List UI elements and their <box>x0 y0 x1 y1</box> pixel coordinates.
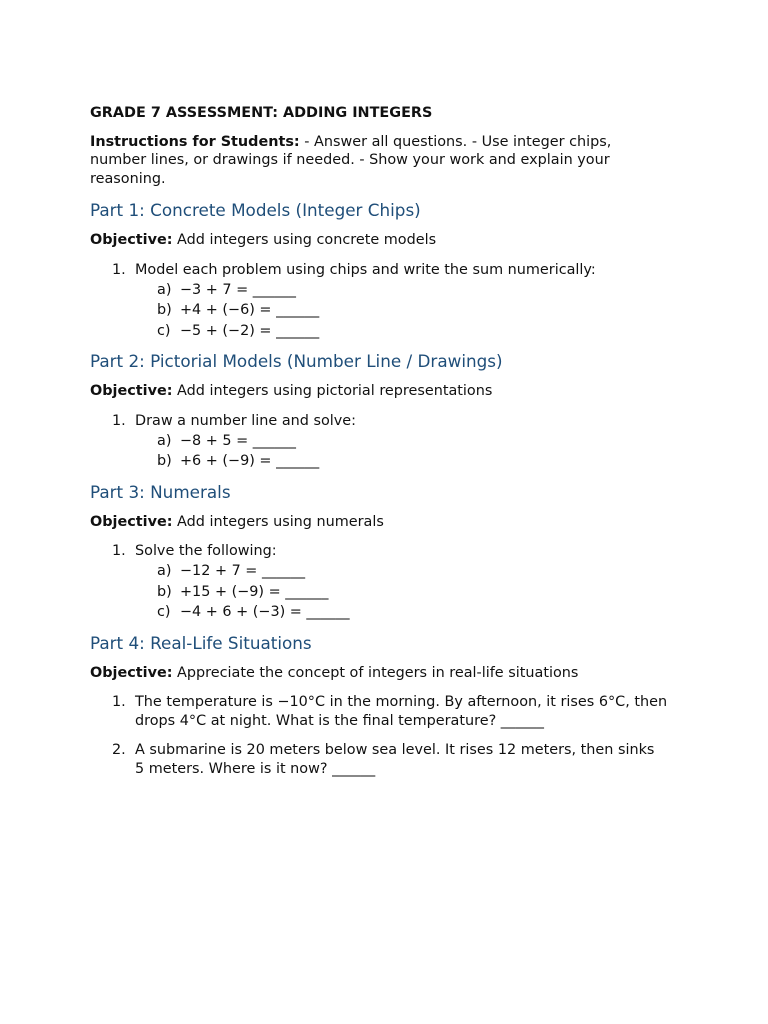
part-4-heading: Part 4: Real-Life Situations <box>90 632 312 653</box>
sub-question-text: −8 + 5 = ______ <box>180 432 296 449</box>
sub-question <box>135 583 668 602</box>
question-number: 1. <box>112 412 126 429</box>
sub-question-text: −3 + 7 = ______ <box>180 281 296 298</box>
objective-label: Objective: <box>90 513 173 530</box>
objective-text: Add integers using numerals <box>172 513 384 530</box>
question-number: 1. <box>112 261 126 278</box>
objective-text: Add integers using concrete models <box>172 232 437 248</box>
sub-question <box>135 432 668 451</box>
sub-question <box>135 603 668 622</box>
sub-question-text: +6 + (−9) = ______ <box>180 453 320 469</box>
question-item <box>90 412 668 471</box>
question-text: Model each problem using chips and write the sum numerically: <box>135 261 596 278</box>
question-text: A submarine is 20 meters below sea level. It rises 12 meters, then sinks 5 meters. Where is it now? ______ <box>135 742 655 777</box>
sub-question-text: +4 + (−6) = ______ <box>180 302 320 318</box>
sub-question <box>135 301 668 320</box>
question-text: Solve the following: <box>135 543 277 559</box>
sub-question-letter: a) <box>157 281 172 298</box>
sub-question-letter: a) <box>157 563 172 579</box>
objective-text: Appreciate the concept of integers in real-life situations <box>172 664 579 681</box>
part-1-section <box>90 200 668 340</box>
document-title: GRADE 7 ASSESSMENT: ADDING INTEGERS <box>90 105 433 121</box>
sub-question-text: −5 + (−2) = ______ <box>180 322 320 339</box>
question-text: The temperature is −10°C in the morning. By afternoon, it rises 6°C, then drops 4°C at night. What is the final temperature? ______ <box>135 694 668 729</box>
sub-question-letter: a) <box>157 432 172 449</box>
part-3-section <box>90 482 668 622</box>
instructions-paragraph <box>90 133 668 189</box>
part-2-questions <box>90 412 668 471</box>
question-text: Draw a number line and solve: <box>135 412 357 429</box>
sub-question-letter: c) <box>157 604 171 620</box>
part-1-questions <box>90 261 668 341</box>
question-number: 1. <box>112 694 126 710</box>
part-2-objective <box>90 382 668 401</box>
part-3-objective <box>90 513 668 532</box>
document-content <box>90 104 668 789</box>
part-2-heading: Part 2: Pictorial Models (Number Line / Drawings) <box>90 351 503 371</box>
part-2-section <box>90 351 668 471</box>
instructions-label: Instructions for Students: <box>90 133 300 150</box>
sub-question <box>135 452 668 471</box>
question-item <box>90 741 668 778</box>
question-number: 1. <box>112 543 126 559</box>
sub-question-letter: c) <box>157 322 171 339</box>
sub-question-letter: b) <box>157 583 172 600</box>
instructions-text: - Answer all questions. - Use integer chips, number lines, or drawings if needed. - Show your work and explain your reasoning. <box>90 133 612 187</box>
objective-label: Objective: <box>90 664 173 681</box>
sub-question-list <box>135 432 668 471</box>
question-item <box>90 261 668 341</box>
part-4-questions <box>90 693 668 778</box>
part-1-objective <box>90 231 668 250</box>
sub-question <box>135 281 668 300</box>
part-4-section <box>90 633 668 779</box>
sub-question-list <box>135 562 668 622</box>
question-item <box>90 693 668 730</box>
part-3-questions <box>90 542 668 622</box>
question-number: 2. <box>112 742 126 758</box>
sub-question <box>135 322 668 341</box>
objective-label: Objective: <box>90 383 173 399</box>
sub-question-letter: b) <box>157 453 172 469</box>
objective-text: Add integers using pictorial representations <box>172 383 493 399</box>
sub-question-text: −4 + 6 + (−3) = ______ <box>180 604 350 620</box>
question-item <box>90 542 668 622</box>
sub-question-letter: b) <box>157 302 172 318</box>
part-4-objective <box>90 664 668 683</box>
part-1-heading: Part 1: Concrete Models (Integer Chips) <box>90 200 421 220</box>
sub-question-list <box>135 281 668 341</box>
sub-question <box>135 562 668 581</box>
objective-label: Objective: <box>90 232 173 248</box>
sub-question-text: −12 + 7 = ______ <box>180 563 306 579</box>
part-3-heading: Part 3: Numerals <box>90 481 231 502</box>
sub-question-text: +15 + (−9) = ______ <box>180 583 329 600</box>
